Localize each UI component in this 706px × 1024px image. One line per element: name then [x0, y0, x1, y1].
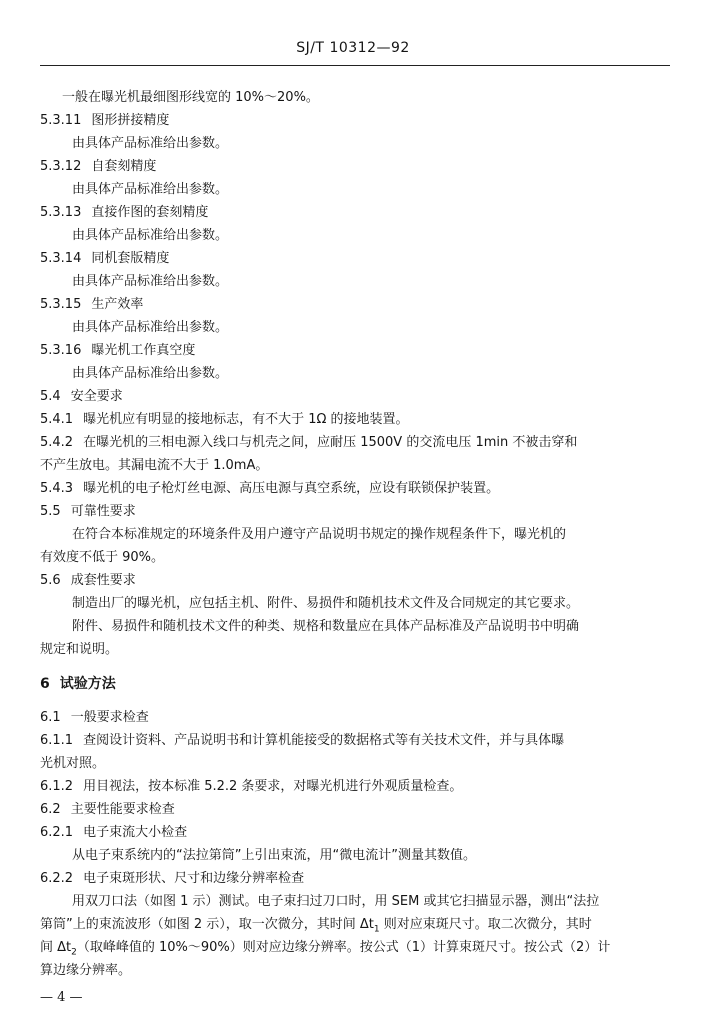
clause-5-3-12 [40, 159, 156, 175]
clause-title: 自套刻精度 [91, 159, 157, 174]
text-segment: （取峰峰值的 10%～90%）则对应边缘分辨率。按公式（1）计算束斑尺寸。按公式（2）计 [76, 940, 611, 955]
clause-5-3-11 [40, 113, 169, 129]
text-line: 由具体产品标准给出参数。 [72, 274, 229, 289]
text-line: 由具体产品标准给出参数。 [72, 320, 229, 335]
subscript: 1 [373, 924, 380, 935]
clause-5-5 [40, 504, 136, 520]
clause-6-2 [40, 802, 175, 818]
clause-number: 5.6 [40, 573, 61, 588]
clause-5-4-1 [40, 412, 409, 428]
clause-text: 查阅设计资料、产品说明书和计算机能接受的数据格式等有关技术文件，并与具体曝 [83, 733, 565, 748]
text-line: 由具体产品标准给出参数。 [72, 182, 229, 197]
clause-number: 6.1.1 [40, 733, 74, 748]
text-line: 在符合本标准规定的环境条件及用户遵守产品说明书规定的操作规程条件下，曝光机的 [72, 527, 567, 542]
clause-title: 直接作图的套刻精度 [91, 205, 209, 220]
clause-6-2-1 [40, 825, 187, 841]
text-line: 从电子束系统内的“法拉第筒”上引出束流，用“微电流计”测量其数值。 [72, 848, 476, 863]
text-line: 用双刀口法（如图 1 示）测试。电子束扫过刀口时，用 SEM 或其它扫描显示器，测出“法拉 [72, 894, 600, 909]
text-line: 规定和说明。 [40, 642, 119, 657]
header-rule [40, 65, 670, 66]
clause-6-1-2 [40, 779, 462, 795]
section-number: 6 [40, 676, 50, 692]
clause-number: 6.2 [40, 802, 61, 817]
clause-5-3-13 [40, 205, 208, 221]
clause-6-1 [40, 710, 149, 726]
clause-title: 电子束流大小检查 [83, 825, 188, 840]
clause-title: 曝光机工作真空度 [91, 343, 196, 358]
clause-text: 曝光机的电子枪灯丝电源、高压电源与真空系统，应设有联锁保护装置。 [83, 481, 500, 496]
clause-text: 用目视法，按本标准 5.2.2 条要求，对曝光机进行外观质量检查。 [83, 779, 463, 794]
clause-number: 5.3.13 [40, 205, 82, 220]
section-6-heading [40, 676, 116, 692]
text-line-delta-t1 [40, 917, 592, 938]
text-segment: 间 Δt [40, 940, 72, 955]
clause-number: 5.4.3 [40, 481, 74, 496]
text-line: 不产生放电。其漏电流不大于 1.0mA。 [40, 458, 269, 473]
clause-title: 安全要求 [70, 389, 123, 404]
clause-number: 5.3.16 [40, 343, 82, 358]
clause-5-3-15 [40, 297, 143, 313]
clause-5-4-2 [40, 435, 577, 451]
clause-number: 6.1.2 [40, 779, 74, 794]
clause-number: 6.2.2 [40, 871, 74, 886]
clause-number: 5.3.14 [40, 251, 82, 266]
clause-number: 6.2.1 [40, 825, 74, 840]
text-line: 由具体产品标准给出参数。 [72, 136, 229, 151]
clause-5-3-16 [40, 343, 195, 359]
clause-number: 5.5 [40, 504, 61, 519]
clause-title: 电子束斑形状、尺寸和边缘分辨率检查 [83, 871, 305, 886]
section-title: 试验方法 [59, 676, 116, 692]
clause-number: 5.3.11 [40, 113, 82, 128]
clause-number: 5.4 [40, 389, 61, 404]
clause-text: 在曝光机的三相电源入线口与机壳之间，应耐压 1500V 的交流电压 1min 不被击穿和 [83, 435, 578, 450]
clause-title: 主要性能要求检查 [70, 802, 175, 817]
clause-title: 同机套版精度 [91, 251, 170, 266]
text-line: 算边缘分辨率。 [40, 963, 132, 978]
document-header: SJ/T 10312—92 [296, 40, 410, 56]
text-line: 光机对照。 [40, 756, 106, 771]
text-line: 由具体产品标准给出参数。 [72, 366, 229, 381]
clause-6-2-2 [40, 871, 304, 887]
clause-5-6 [40, 573, 136, 589]
clause-number: 5.3.15 [40, 297, 82, 312]
text-line: 附件、易损件和随机技术文件的种类、规格和数量应在具体产品标准及产品说明书中明确 [72, 619, 580, 634]
text-line: 由具体产品标准给出参数。 [72, 228, 229, 243]
clause-5-4 [40, 389, 123, 405]
text-line-delta-t2 [40, 940, 610, 961]
page-number: — 4 — [40, 990, 83, 1005]
clause-title: 图形拼接精度 [91, 113, 170, 128]
clause-text: 曝光机应有明显的接地标志，有不大于 1Ω 的接地装置。 [83, 412, 409, 427]
subscript: 2 [71, 947, 77, 958]
clause-6-1-1 [40, 733, 564, 749]
clause-title: 可靠性要求 [70, 504, 136, 519]
clause-5-4-3 [40, 481, 499, 497]
text-line: 有效度不低于 90%。 [40, 550, 165, 565]
clause-number: 5.4.1 [40, 412, 74, 427]
clause-title: 生产效率 [91, 297, 144, 312]
clause-title: 一般要求检查 [70, 710, 149, 725]
text-line: 制造出厂的曝光机，应包括主机、附件、易损件和随机技术文件及合同规定的其它要求。 [72, 596, 580, 611]
clause-title: 成套性要求 [70, 573, 136, 588]
clause-number: 5.4.2 [40, 435, 74, 450]
clause-number: 5.3.12 [40, 159, 82, 174]
clause-5-3-14 [40, 251, 169, 267]
text-line: 一般在曝光机最细图形线宽的 10%～20%。 [62, 90, 319, 105]
clause-number: 6.1 [40, 710, 61, 725]
text-segment: 第筒”上的束流波形（如图 2 示），取一次微分，其时间 Δt [40, 917, 374, 932]
text-segment: 则对应束斑尺寸。取二次微分，其时 [379, 917, 592, 932]
